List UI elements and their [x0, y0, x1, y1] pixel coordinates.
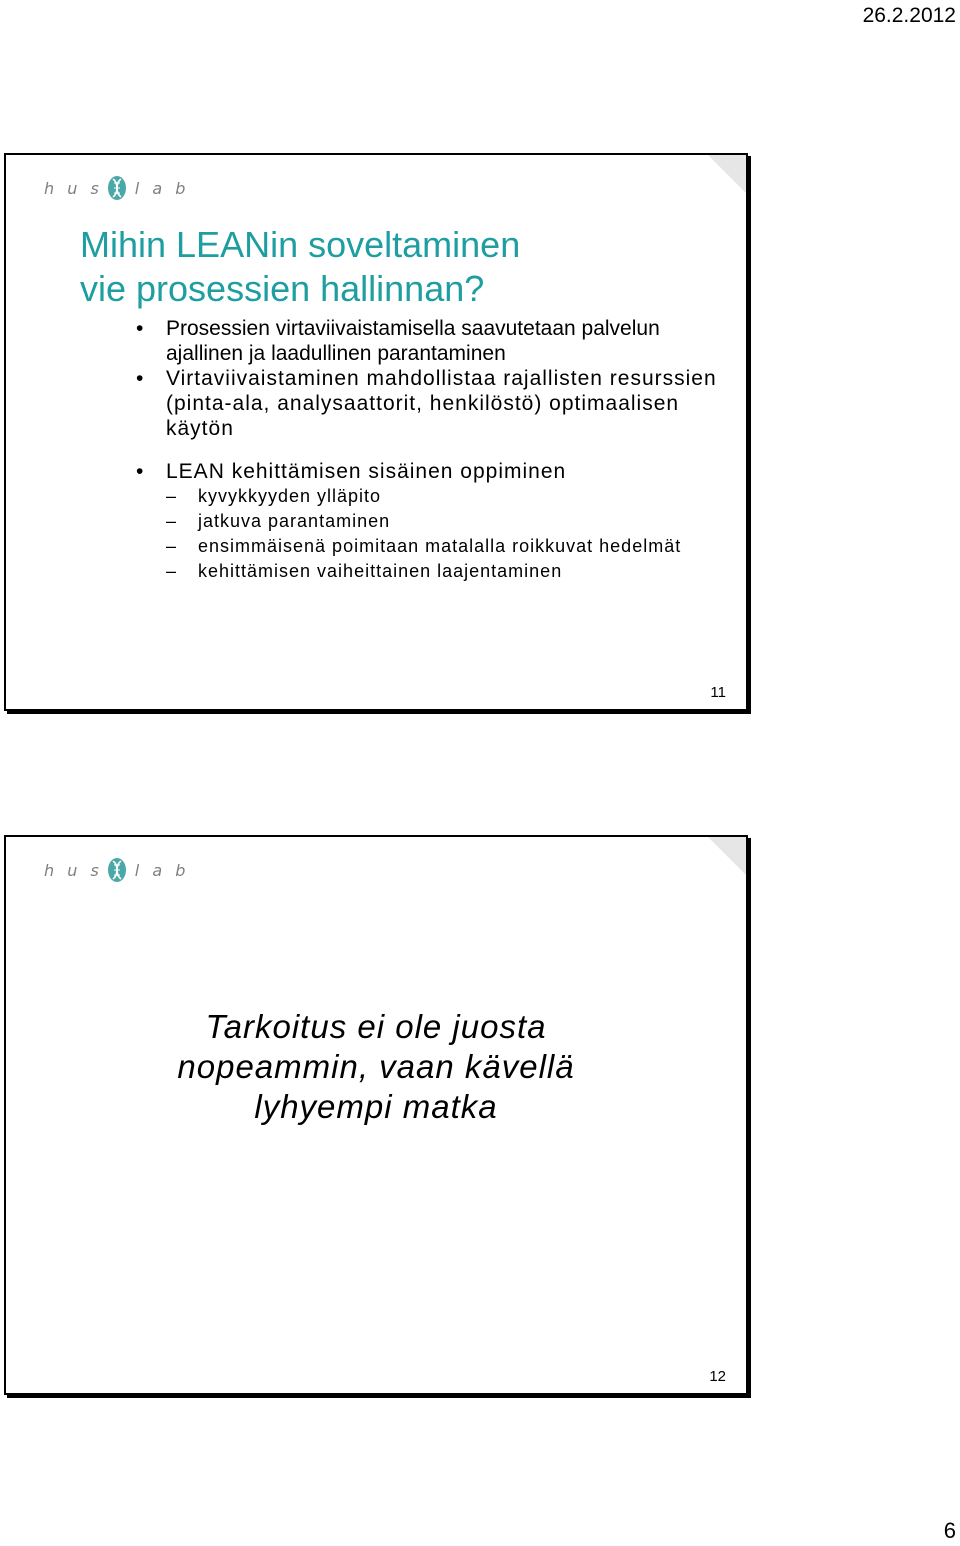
title-line-1: Mihin LEANin soveltaminen: [80, 224, 521, 265]
slide-12: [4, 835, 748, 1395]
bullet-text: Prosessien virtaviivaistamisella saavutetaan palvelun ajallinen ja laadullinen parantaminen: [166, 317, 660, 365]
title-line-2: vie prosessien hallinnan?: [80, 268, 485, 309]
logo-text-right: l a b: [134, 178, 190, 198]
bullet-item: [136, 316, 736, 366]
bullet-item: [136, 366, 736, 441]
sub-bullet-text: ensimmäisenä poimitaan matalalla roikkuvat hedelmät: [198, 536, 682, 556]
header-date: 26.2.2012: [862, 4, 956, 27]
logo-text-left: h u s: [44, 860, 103, 880]
slide-corner-fold: [708, 837, 746, 875]
bullet-dot-icon: •: [136, 367, 145, 390]
sub-bullet-text: jatkuva parantaminen: [198, 511, 391, 531]
dna-logo-icon: [105, 174, 129, 202]
huslab-logo: [44, 173, 189, 203]
dash-icon: –: [166, 511, 178, 531]
sub-bullet-text: kehittämisen vaiheittainen laajentaminen: [198, 561, 563, 581]
slide-title: [80, 223, 520, 311]
huslab-logo: [44, 855, 189, 885]
slide-quote: [6, 1007, 746, 1127]
dash-icon: –: [166, 486, 178, 506]
slide-number: 12: [709, 1368, 726, 1385]
sub-bullet-item: [166, 561, 736, 581]
bullet-text: LEAN kehittämisen sisäinen oppiminen: [166, 460, 567, 483]
bullet-text: Virtaviivaistaminen mahdollistaa rajallisten resurssien (pinta-ala, analysaattorit, henkilöstö) optimaalisen käytön: [166, 367, 717, 440]
page-number: 6: [943, 1518, 956, 1543]
quote-line: nopeammin, vaan kävellä: [177, 1048, 575, 1085]
slide-number: 11: [710, 684, 726, 701]
quote-line: Tarkoitus ei ole juosta: [205, 1008, 547, 1045]
bullet-dot-icon: •: [136, 317, 144, 340]
bullet-list: [136, 316, 736, 586]
dna-logo-icon: [105, 856, 129, 884]
sub-bullet-item: [166, 536, 736, 556]
logo-text-right: l a b: [134, 860, 190, 880]
bullet-dot-icon: •: [136, 460, 145, 483]
sub-bullet-list: [166, 486, 736, 581]
logo-text-left: h u s: [44, 178, 103, 198]
sub-bullet-item: [166, 511, 736, 531]
quote-line: lyhyempi matka: [254, 1088, 498, 1125]
dash-icon: –: [166, 536, 178, 556]
dash-icon: –: [166, 561, 178, 581]
sub-bullet-text: kyvykkyyden ylläpito: [198, 486, 382, 506]
bullet-item: [136, 459, 736, 484]
sub-bullet-item: [166, 486, 736, 506]
slide-corner-fold: [708, 155, 746, 193]
slide-11: [4, 153, 748, 711]
